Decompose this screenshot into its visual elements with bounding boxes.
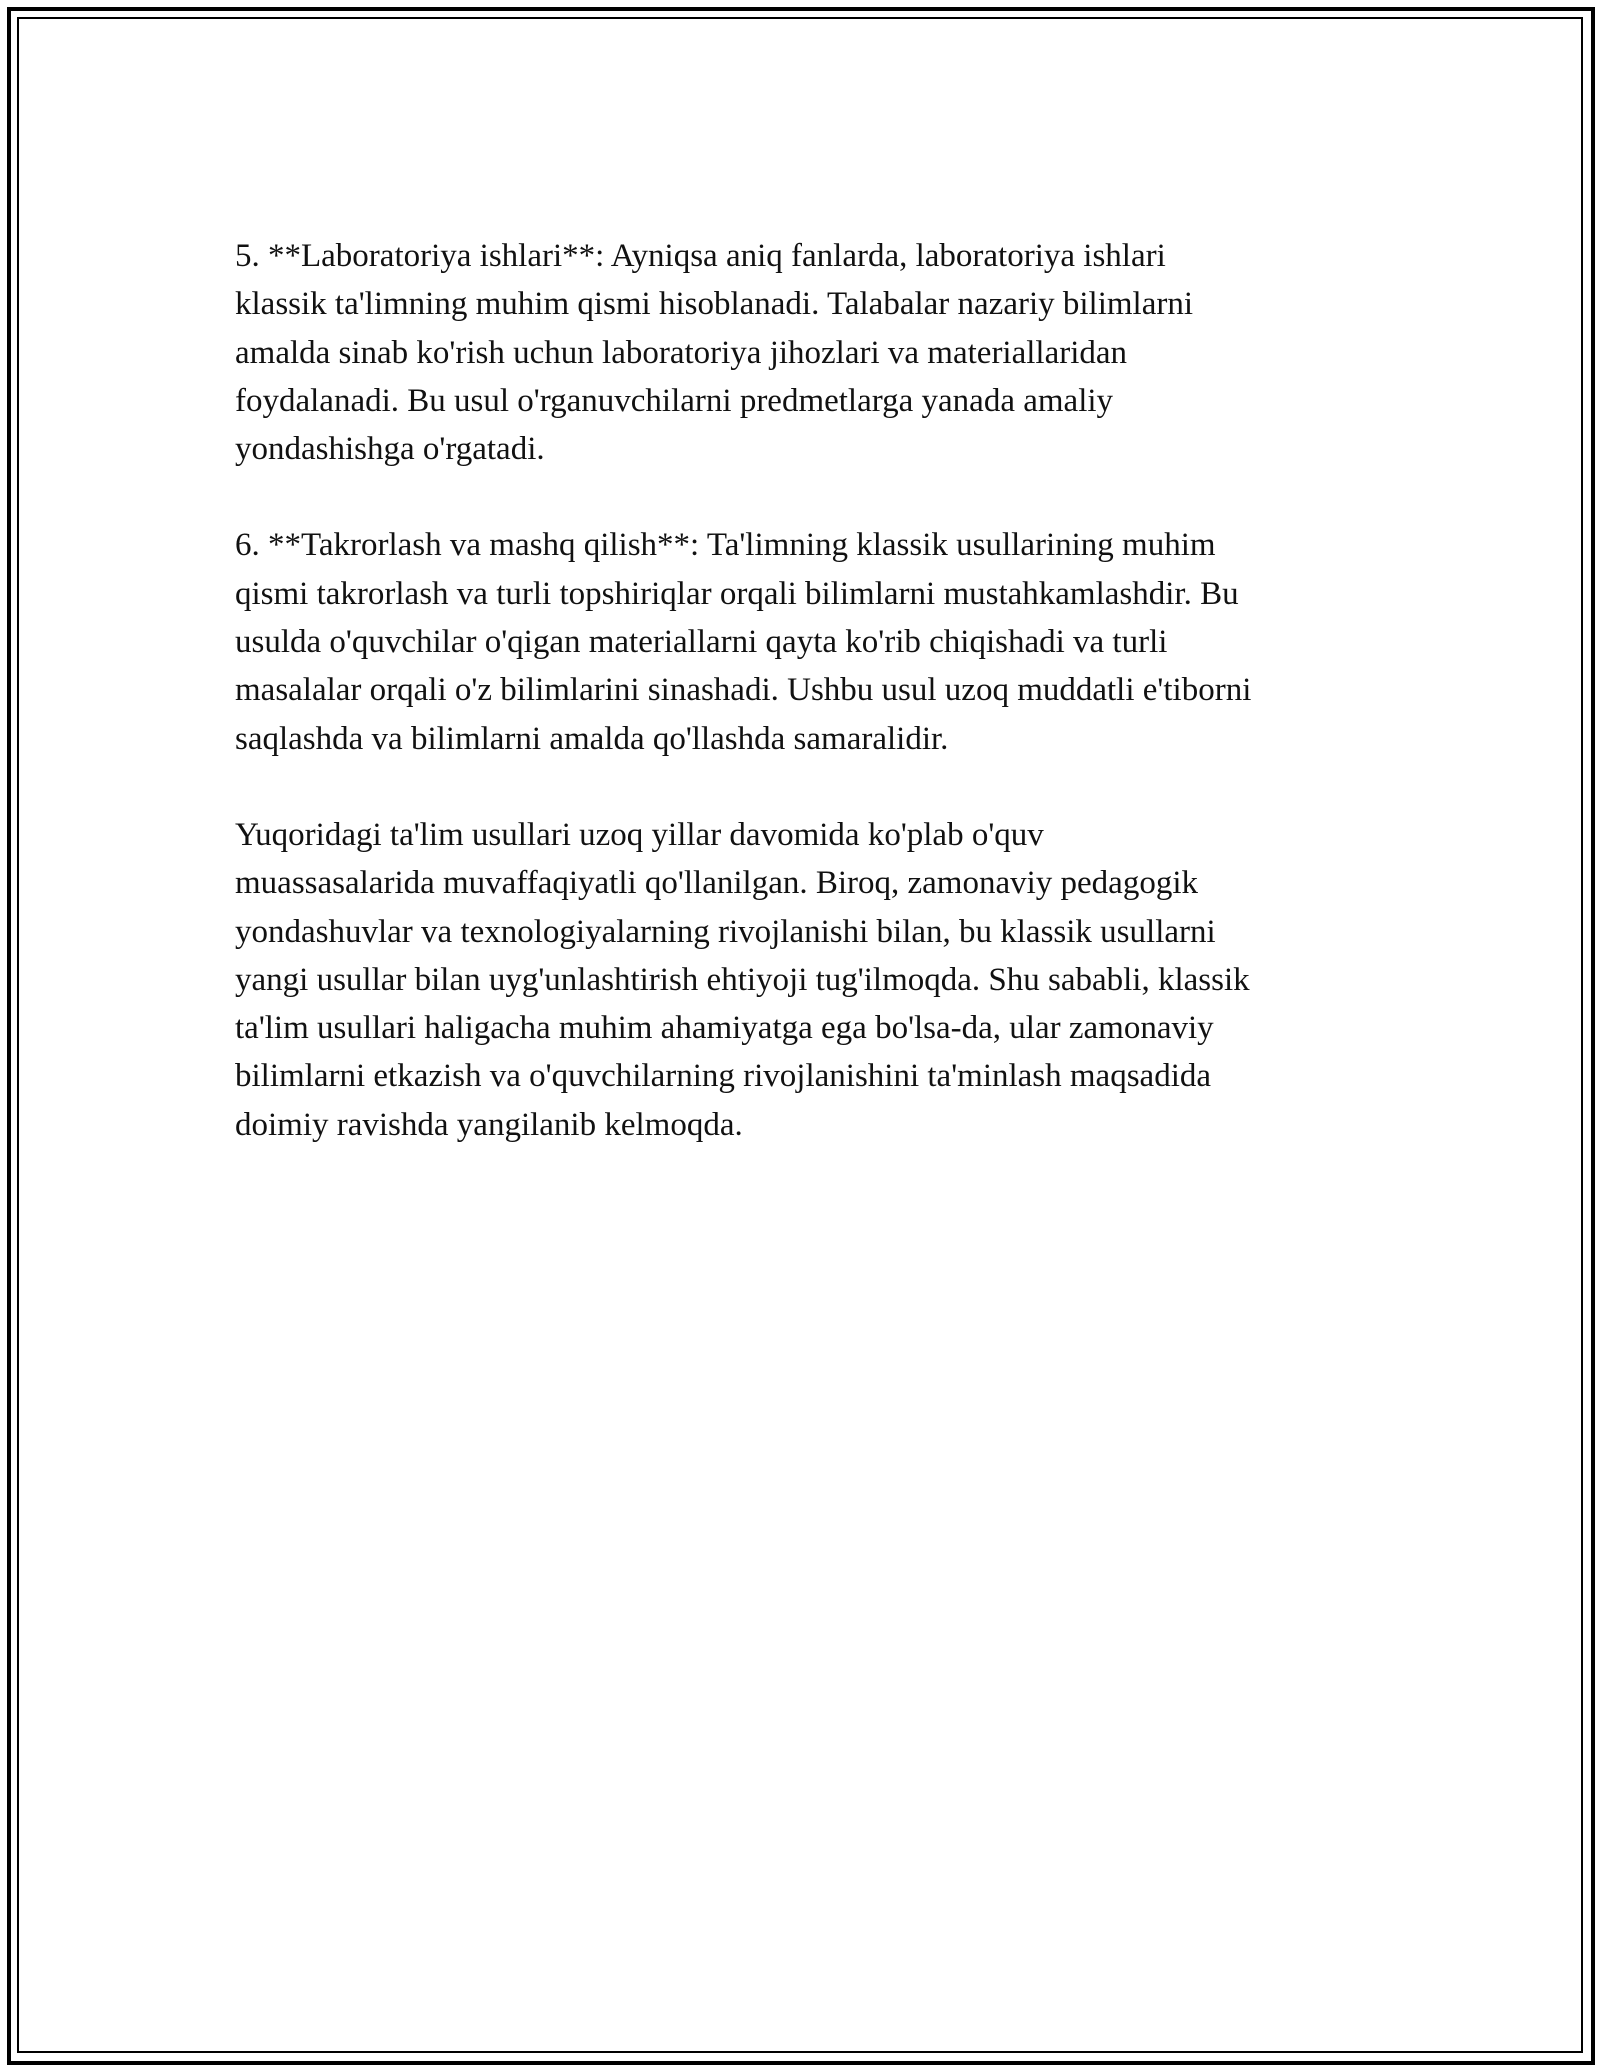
paragraph-laboratoriya-ishlari: 5. **Laboratoriya ishlari**: Ayniqsa aniq fanlarda, laboratoriya ishlari klassik ta'limning muhim qismi hisoblanadi. Talabalar nazariy bilimlarni amalda sinab ko'rish uchun laboratoriya jihozlari va materiallaridan foydalanadi. Bu usul o'rganuvchilarni predmetlarga yanada amaliy yondashishga o'rgatadi. — [235, 238, 1194, 468]
paragraph-takrorlash-va-mashq: 6. **Takrorlash va mashq qilish**: Ta'limning klassik usullarining muhim qismi takrorlash va turli topshiriqlar orqali bilimlarni mustahkamlashdir. Bu usulda o'quvchilar o'qigan materiallarni qayta ko'rib chiqishadi va turli masalalar orqali o'z bilimlarini sinashadi. Ushbu usul uzoq muddatli e'tiborni saqlashda va bilimlarni amalda qo'llashda samaralidir. — [235, 527, 1252, 757]
document-body — [235, 232, 1385, 1197]
paragraph-conclusion: Yuqoridagi ta'lim usullari uzoq yillar davomida ko'plab o'quv muassasalarida muvaffaqiyatli qo'llanilgan. Biroq, zamonaviy pedagogik yondashuvlar va texnologiyalarning rivojlanishi bilan, bu klassik usullarni yangi usullar bilan uyg'unlashtirish ehtiyoji tug'ilmoqda. Shu sababli, klassik ta'lim usullari haligacha muhim ahamiyatga ega bo'lsa-da, ular zamonaviy bilimlarni etkazish va o'quvchilarning rivojlanishini ta'minlash maqsadida doimiy ravishda yangilanib kelmoqda. — [235, 816, 1250, 1143]
